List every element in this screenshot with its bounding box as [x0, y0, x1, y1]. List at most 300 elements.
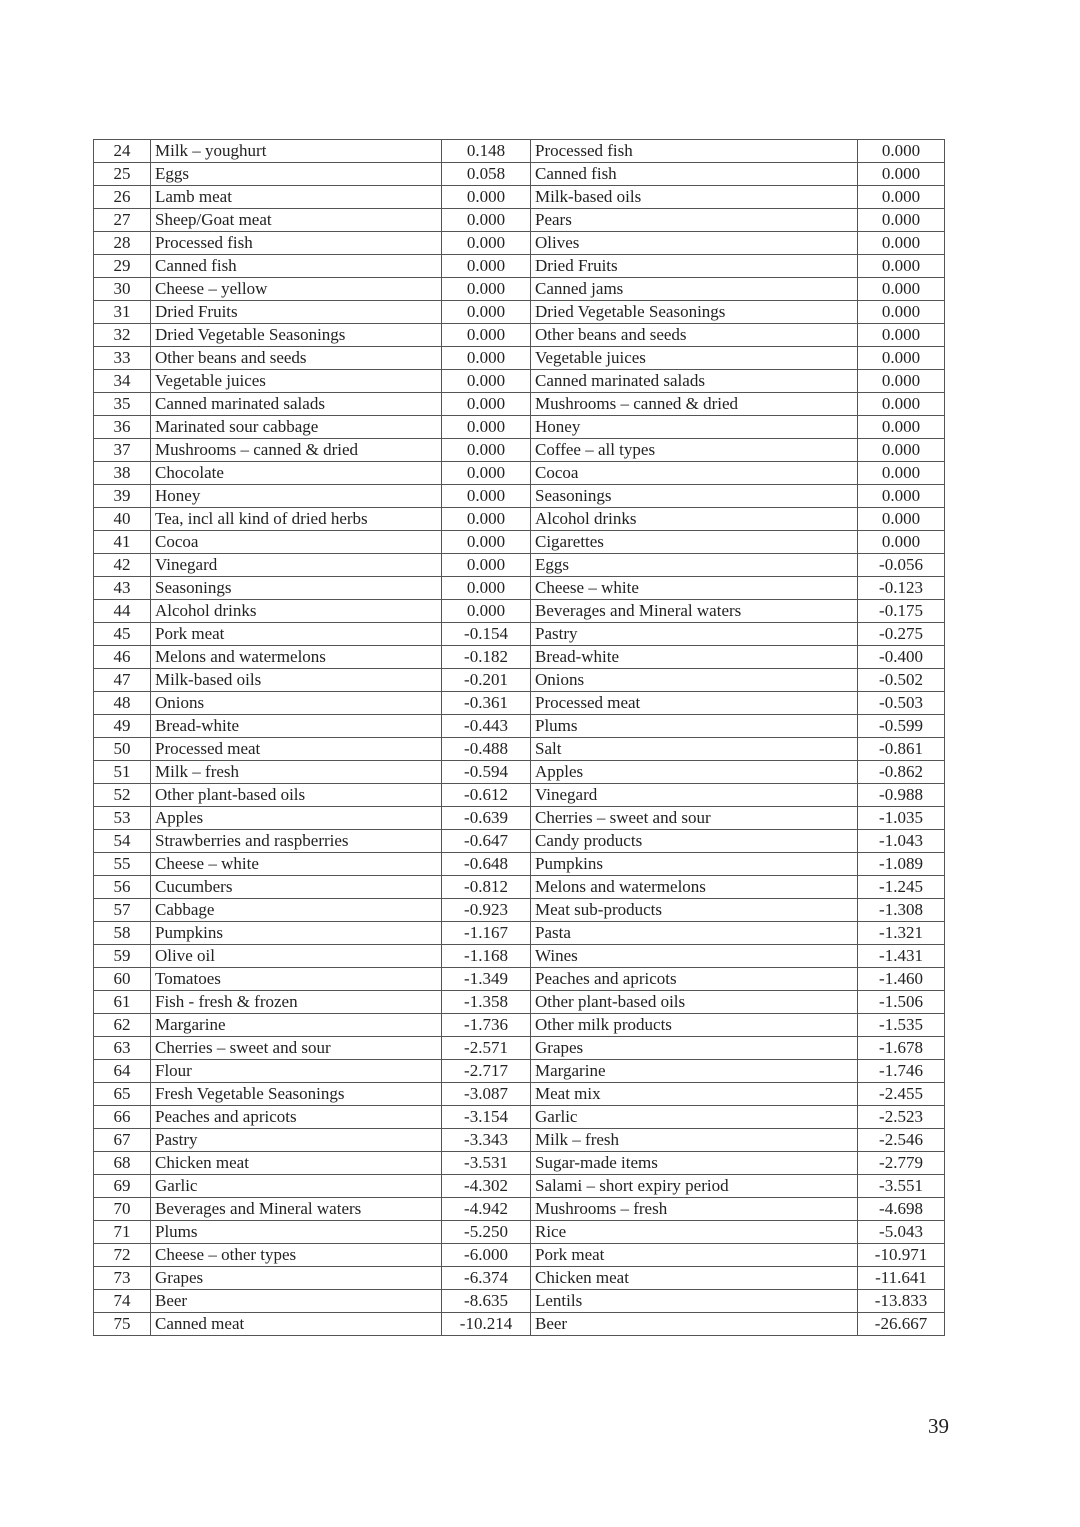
right-item-value: -2.455: [858, 1083, 945, 1106]
table-row: [94, 738, 945, 761]
right-item-name: Cocoa: [531, 462, 858, 485]
table-row: [94, 991, 945, 1014]
left-item-value: -1.168: [442, 945, 531, 968]
left-item-value: -4.302: [442, 1175, 531, 1198]
table-row: [94, 715, 945, 738]
table-row: [94, 232, 945, 255]
table-row: [94, 853, 945, 876]
left-item-name: Olive oil: [151, 945, 442, 968]
right-item-value: 0.000: [858, 186, 945, 209]
right-item-name: Grapes: [531, 1037, 858, 1060]
table-row: [94, 163, 945, 186]
left-item-name: Pastry: [151, 1129, 442, 1152]
right-item-value: -0.400: [858, 646, 945, 669]
right-item-name: Beverages and Mineral waters: [531, 600, 858, 623]
right-item-value: -1.308: [858, 899, 945, 922]
right-item-name: Margarine: [531, 1060, 858, 1083]
row-number: 40: [94, 508, 151, 531]
table-row: [94, 347, 945, 370]
row-number: 26: [94, 186, 151, 209]
right-item-name: Cigarettes: [531, 531, 858, 554]
left-item-name: Processed fish: [151, 232, 442, 255]
left-item-name: Sheep/Goat meat: [151, 209, 442, 232]
left-item-name: Cherries – sweet and sour: [151, 1037, 442, 1060]
row-number: 61: [94, 991, 151, 1014]
left-item-value: -8.635: [442, 1290, 531, 1313]
right-item-name: Garlic: [531, 1106, 858, 1129]
left-item-value: -6.000: [442, 1244, 531, 1267]
table-row: [94, 301, 945, 324]
right-item-value: -0.862: [858, 761, 945, 784]
table-row: [94, 255, 945, 278]
left-item-value: 0.000: [442, 370, 531, 393]
right-item-name: Pork meat: [531, 1244, 858, 1267]
left-item-name: Beverages and Mineral waters: [151, 1198, 442, 1221]
right-item-name: Canned fish: [531, 163, 858, 186]
row-number: 71: [94, 1221, 151, 1244]
right-item-value: 0.000: [858, 485, 945, 508]
table-row: [94, 1313, 945, 1336]
row-number: 34: [94, 370, 151, 393]
row-number: 53: [94, 807, 151, 830]
right-item-value: -1.321: [858, 922, 945, 945]
right-item-name: Seasonings: [531, 485, 858, 508]
table-row: [94, 278, 945, 301]
table-row: [94, 1129, 945, 1152]
left-item-name: Strawberries and raspberries: [151, 830, 442, 853]
left-item-value: 0.000: [442, 600, 531, 623]
table-row: [94, 1290, 945, 1313]
row-number: 60: [94, 968, 151, 991]
left-item-value: -0.182: [442, 646, 531, 669]
row-number: 75: [94, 1313, 151, 1336]
right-item-value: 0.000: [858, 462, 945, 485]
left-item-name: Fish - fresh & frozen: [151, 991, 442, 1014]
row-number: 24: [94, 140, 151, 163]
right-item-value: 0.000: [858, 209, 945, 232]
table-row: [94, 508, 945, 531]
left-item-value: 0.000: [442, 232, 531, 255]
right-item-name: Other beans and seeds: [531, 324, 858, 347]
left-item-name: Plums: [151, 1221, 442, 1244]
row-number: 30: [94, 278, 151, 301]
left-item-name: Milk-based oils: [151, 669, 442, 692]
row-number: 66: [94, 1106, 151, 1129]
left-item-value: -1.736: [442, 1014, 531, 1037]
right-item-value: -5.043: [858, 1221, 945, 1244]
right-item-value: -0.056: [858, 554, 945, 577]
row-number: 67: [94, 1129, 151, 1152]
right-item-value: -0.988: [858, 784, 945, 807]
left-item-name: Seasonings: [151, 577, 442, 600]
left-item-value: -3.343: [442, 1129, 531, 1152]
row-number: 41: [94, 531, 151, 554]
left-item-name: Bread-white: [151, 715, 442, 738]
left-item-name: Onions: [151, 692, 442, 715]
left-item-value: -0.154: [442, 623, 531, 646]
right-item-value: 0.000: [858, 232, 945, 255]
row-number: 55: [94, 853, 151, 876]
row-number: 38: [94, 462, 151, 485]
row-number: 64: [94, 1060, 151, 1083]
left-item-value: -5.250: [442, 1221, 531, 1244]
left-item-name: Milk – youghurt: [151, 140, 442, 163]
right-item-value: 0.000: [858, 393, 945, 416]
row-number: 45: [94, 623, 151, 646]
right-item-name: Canned marinated salads: [531, 370, 858, 393]
left-item-name: Cheese – white: [151, 853, 442, 876]
right-item-value: -26.667: [858, 1313, 945, 1336]
right-item-value: 0.000: [858, 140, 945, 163]
right-item-value: -1.460: [858, 968, 945, 991]
right-item-value: -10.971: [858, 1244, 945, 1267]
right-item-name: Peaches and apricots: [531, 968, 858, 991]
left-item-name: Marinated sour cabbage: [151, 416, 442, 439]
table-row: [94, 945, 945, 968]
table-row: [94, 692, 945, 715]
right-item-value: 0.000: [858, 278, 945, 301]
right-item-name: Plums: [531, 715, 858, 738]
row-number: 43: [94, 577, 151, 600]
row-number: 54: [94, 830, 151, 853]
right-item-value: -1.089: [858, 853, 945, 876]
table-row: [94, 646, 945, 669]
right-item-name: Vinegard: [531, 784, 858, 807]
right-item-name: Salt: [531, 738, 858, 761]
table-row: [94, 416, 945, 439]
table-row: [94, 807, 945, 830]
table-row: [94, 393, 945, 416]
right-item-name: Processed meat: [531, 692, 858, 715]
right-item-name: Candy products: [531, 830, 858, 853]
right-item-value: -0.175: [858, 600, 945, 623]
right-item-name: Meat mix: [531, 1083, 858, 1106]
left-item-name: Other beans and seeds: [151, 347, 442, 370]
left-item-value: -0.361: [442, 692, 531, 715]
right-item-value: 0.000: [858, 531, 945, 554]
right-item-name: Chicken meat: [531, 1267, 858, 1290]
right-item-value: -1.431: [858, 945, 945, 968]
right-item-value: -0.599: [858, 715, 945, 738]
right-item-name: Eggs: [531, 554, 858, 577]
table-row: [94, 876, 945, 899]
table-row: [94, 531, 945, 554]
left-item-value: 0.000: [442, 393, 531, 416]
table-row: [94, 140, 945, 163]
left-item-name: Chocolate: [151, 462, 442, 485]
left-item-name: Flour: [151, 1060, 442, 1083]
left-item-value: 0.000: [442, 577, 531, 600]
table-row: [94, 554, 945, 577]
row-number: 70: [94, 1198, 151, 1221]
table-row: [94, 623, 945, 646]
left-item-value: -3.154: [442, 1106, 531, 1129]
left-item-name: Cucumbers: [151, 876, 442, 899]
right-item-name: Cheese – white: [531, 577, 858, 600]
table-row: [94, 1014, 945, 1037]
table-row: [94, 1083, 945, 1106]
left-item-value: 0.000: [442, 301, 531, 324]
table-row: [94, 485, 945, 508]
row-number: 37: [94, 439, 151, 462]
right-item-name: Pasta: [531, 922, 858, 945]
table-row: [94, 600, 945, 623]
left-item-name: Dried Vegetable Seasonings: [151, 324, 442, 347]
right-item-name: Pastry: [531, 623, 858, 646]
right-item-name: Milk-based oils: [531, 186, 858, 209]
right-item-value: 0.000: [858, 255, 945, 278]
row-number: 29: [94, 255, 151, 278]
table-row: [94, 577, 945, 600]
right-item-value: 0.000: [858, 439, 945, 462]
table-row: [94, 830, 945, 853]
right-item-name: Dried Vegetable Seasonings: [531, 301, 858, 324]
right-item-name: Mushrooms – canned & dried: [531, 393, 858, 416]
right-item-value: -13.833: [858, 1290, 945, 1313]
right-item-value: 0.000: [858, 163, 945, 186]
left-item-name: Margarine: [151, 1014, 442, 1037]
right-item-name: Coffee – all types: [531, 439, 858, 462]
row-number: 74: [94, 1290, 151, 1313]
left-item-name: Milk – fresh: [151, 761, 442, 784]
left-item-name: Pumpkins: [151, 922, 442, 945]
page-number: 39: [928, 1414, 949, 1438]
left-item-name: Vinegard: [151, 554, 442, 577]
right-item-name: Alcohol drinks: [531, 508, 858, 531]
row-number: 25: [94, 163, 151, 186]
left-item-name: Eggs: [151, 163, 442, 186]
left-item-value: -3.087: [442, 1083, 531, 1106]
left-item-value: -0.488: [442, 738, 531, 761]
left-item-value: -0.612: [442, 784, 531, 807]
left-item-value: -0.443: [442, 715, 531, 738]
right-item-name: Other plant-based oils: [531, 991, 858, 1014]
left-item-value: -0.594: [442, 761, 531, 784]
left-item-name: Cabbage: [151, 899, 442, 922]
left-item-name: Cocoa: [151, 531, 442, 554]
right-item-name: Beer: [531, 1313, 858, 1336]
row-number: 72: [94, 1244, 151, 1267]
right-item-value: -0.275: [858, 623, 945, 646]
left-item-value: -2.571: [442, 1037, 531, 1060]
left-item-value: -10.214: [442, 1313, 531, 1336]
right-item-value: -0.502: [858, 669, 945, 692]
left-item-name: Garlic: [151, 1175, 442, 1198]
left-item-value: -6.374: [442, 1267, 531, 1290]
table-body: [94, 140, 945, 1336]
table-row: [94, 186, 945, 209]
left-item-value: 0.000: [442, 439, 531, 462]
row-number: 47: [94, 669, 151, 692]
right-item-name: Bread-white: [531, 646, 858, 669]
table-row: [94, 1221, 945, 1244]
right-item-name: Onions: [531, 669, 858, 692]
left-item-name: Processed meat: [151, 738, 442, 761]
right-item-name: Honey: [531, 416, 858, 439]
left-item-value: 0.000: [442, 462, 531, 485]
row-number: 68: [94, 1152, 151, 1175]
left-item-value: -0.201: [442, 669, 531, 692]
left-item-value: 0.000: [442, 531, 531, 554]
row-number: 57: [94, 899, 151, 922]
right-item-name: Olives: [531, 232, 858, 255]
row-number: 42: [94, 554, 151, 577]
left-item-value: 0.000: [442, 347, 531, 370]
right-item-value: 0.000: [858, 508, 945, 531]
right-item-value: -11.641: [858, 1267, 945, 1290]
right-item-name: Rice: [531, 1221, 858, 1244]
right-item-name: Milk – fresh: [531, 1129, 858, 1152]
left-item-name: Tomatoes: [151, 968, 442, 991]
row-number: 35: [94, 393, 151, 416]
right-item-name: Vegetable juices: [531, 347, 858, 370]
right-item-name: Pumpkins: [531, 853, 858, 876]
left-item-name: Beer: [151, 1290, 442, 1313]
right-item-value: -3.551: [858, 1175, 945, 1198]
left-item-value: 0.000: [442, 255, 531, 278]
left-item-value: -0.648: [442, 853, 531, 876]
left-item-name: Cheese – other types: [151, 1244, 442, 1267]
table-row: [94, 324, 945, 347]
row-number: 48: [94, 692, 151, 715]
right-item-name: Canned jams: [531, 278, 858, 301]
row-number: 36: [94, 416, 151, 439]
right-item-name: Cherries – sweet and sour: [531, 807, 858, 830]
data-table: [93, 139, 945, 1336]
left-item-name: Canned meat: [151, 1313, 442, 1336]
left-item-name: Alcohol drinks: [151, 600, 442, 623]
row-number: 49: [94, 715, 151, 738]
row-number: 50: [94, 738, 151, 761]
right-item-name: Dried Fruits: [531, 255, 858, 278]
right-item-name: Salami – short expiry period: [531, 1175, 858, 1198]
left-item-value: 0.000: [442, 508, 531, 531]
table-row: [94, 439, 945, 462]
left-item-name: Vegetable juices: [151, 370, 442, 393]
row-number: 46: [94, 646, 151, 669]
right-item-name: Lentils: [531, 1290, 858, 1313]
row-number: 28: [94, 232, 151, 255]
left-item-name: Grapes: [151, 1267, 442, 1290]
table-row: [94, 1175, 945, 1198]
left-item-value: -1.167: [442, 922, 531, 945]
table-row: [94, 1106, 945, 1129]
left-item-value: -4.942: [442, 1198, 531, 1221]
right-item-value: -0.861: [858, 738, 945, 761]
row-number: 65: [94, 1083, 151, 1106]
left-item-value: 0.000: [442, 485, 531, 508]
right-item-value: -4.698: [858, 1198, 945, 1221]
left-item-value: 0.000: [442, 278, 531, 301]
right-item-name: Processed fish: [531, 140, 858, 163]
right-item-value: -1.035: [858, 807, 945, 830]
left-item-name: Apples: [151, 807, 442, 830]
right-item-name: Meat sub-products: [531, 899, 858, 922]
right-item-value: -1.746: [858, 1060, 945, 1083]
right-item-name: Other milk products: [531, 1014, 858, 1037]
table-row: [94, 899, 945, 922]
table-row: [94, 922, 945, 945]
right-item-name: Pears: [531, 209, 858, 232]
row-number: 63: [94, 1037, 151, 1060]
left-item-value: 0.000: [442, 186, 531, 209]
row-number: 27: [94, 209, 151, 232]
row-number: 69: [94, 1175, 151, 1198]
left-item-name: Tea, incl all kind of dried herbs: [151, 508, 442, 531]
left-item-name: Peaches and apricots: [151, 1106, 442, 1129]
left-item-value: 0.148: [442, 140, 531, 163]
table-row: [94, 1267, 945, 1290]
row-number: 58: [94, 922, 151, 945]
table-row: [94, 784, 945, 807]
right-item-value: -1.535: [858, 1014, 945, 1037]
left-item-name: Chicken meat: [151, 1152, 442, 1175]
left-item-name: Canned fish: [151, 255, 442, 278]
left-item-value: 0.000: [442, 554, 531, 577]
right-item-value: -0.503: [858, 692, 945, 715]
right-item-value: -1.245: [858, 876, 945, 899]
left-item-name: Fresh Vegetable Seasonings: [151, 1083, 442, 1106]
left-item-value: -1.358: [442, 991, 531, 1014]
table-row: [94, 1244, 945, 1267]
right-item-value: -1.043: [858, 830, 945, 853]
left-item-name: Canned marinated salads: [151, 393, 442, 416]
table-row: [94, 761, 945, 784]
right-item-name: Apples: [531, 761, 858, 784]
row-number: 39: [94, 485, 151, 508]
right-item-value: -1.506: [858, 991, 945, 1014]
right-item-value: -1.678: [858, 1037, 945, 1060]
left-item-name: Lamb meat: [151, 186, 442, 209]
row-number: 51: [94, 761, 151, 784]
right-item-name: Melons and watermelons: [531, 876, 858, 899]
right-item-value: 0.000: [858, 301, 945, 324]
right-item-value: 0.000: [858, 324, 945, 347]
table-row: [94, 209, 945, 232]
right-item-value: -0.123: [858, 577, 945, 600]
row-number: 73: [94, 1267, 151, 1290]
left-item-value: -0.639: [442, 807, 531, 830]
right-item-value: 0.000: [858, 370, 945, 393]
left-item-value: 0.000: [442, 416, 531, 439]
row-number: 44: [94, 600, 151, 623]
left-item-value: -0.647: [442, 830, 531, 853]
left-item-name: Honey: [151, 485, 442, 508]
row-number: 62: [94, 1014, 151, 1037]
left-item-value: 0.058: [442, 163, 531, 186]
row-number: 31: [94, 301, 151, 324]
left-item-name: Other plant-based oils: [151, 784, 442, 807]
right-item-value: 0.000: [858, 416, 945, 439]
left-item-name: Dried Fruits: [151, 301, 442, 324]
left-item-name: Pork meat: [151, 623, 442, 646]
row-number: 59: [94, 945, 151, 968]
table-row: [94, 1152, 945, 1175]
row-number: 32: [94, 324, 151, 347]
left-item-value: -0.923: [442, 899, 531, 922]
right-item-value: -2.523: [858, 1106, 945, 1129]
left-item-name: Cheese – yellow: [151, 278, 442, 301]
left-item-value: -1.349: [442, 968, 531, 991]
table-row: [94, 1037, 945, 1060]
row-number: 52: [94, 784, 151, 807]
table-row: [94, 370, 945, 393]
row-number: 33: [94, 347, 151, 370]
table-row: [94, 968, 945, 991]
left-item-value: 0.000: [442, 324, 531, 347]
right-item-value: 0.000: [858, 347, 945, 370]
table-row: [94, 1198, 945, 1221]
